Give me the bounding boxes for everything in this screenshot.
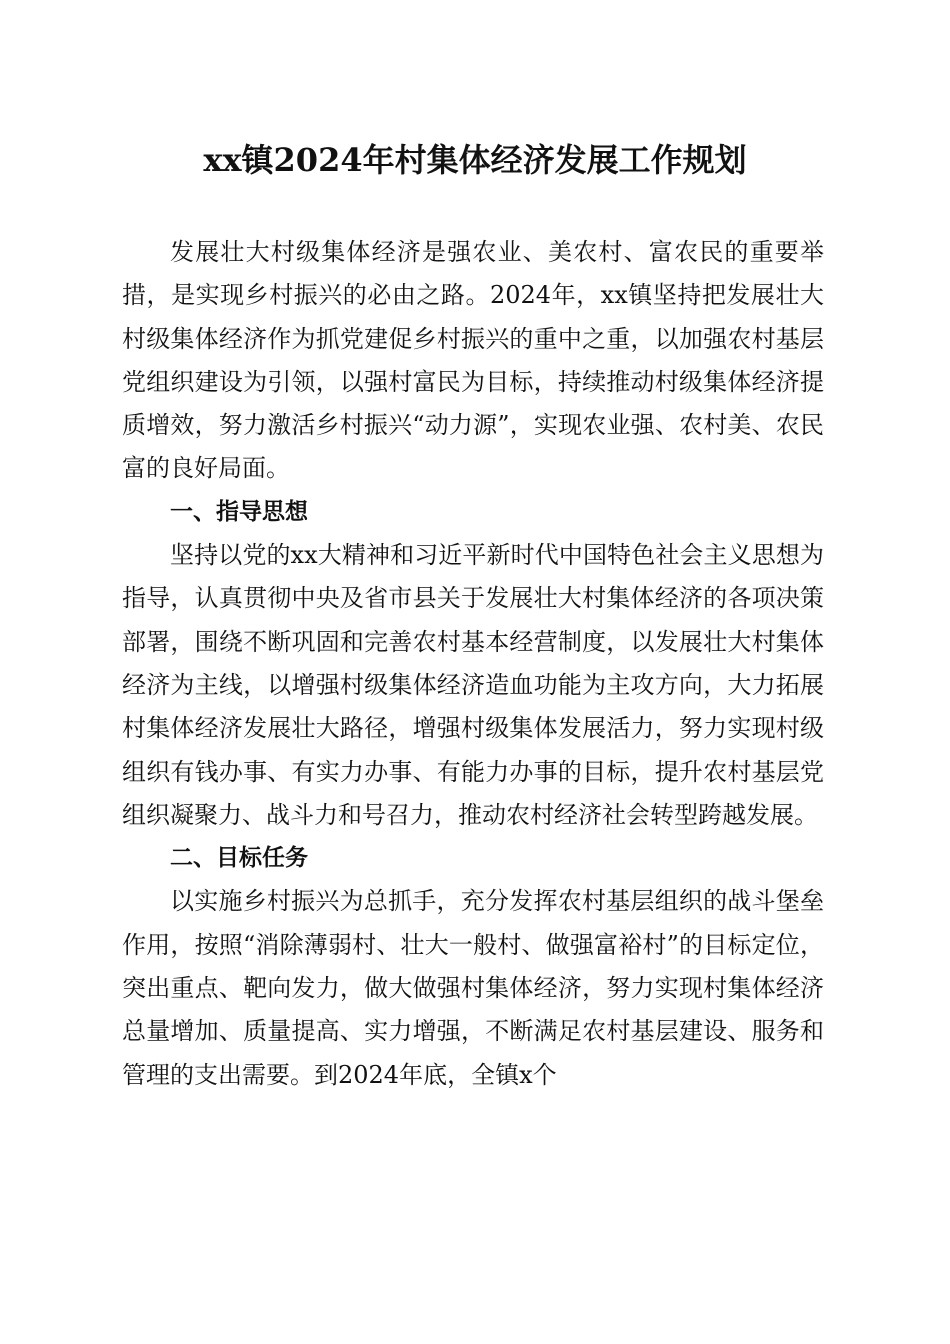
document-body: [122, 231, 824, 1097]
section-paragraph-goals-tasks: 以实施乡村振兴为总抓手，充分发挥农村基层组织的战斗堡垒作用，按照“消除薄弱村、壮大一般村、做强富裕村”的目标定位，突出重点、靶向发力，做大做强村集体经济，努力实现村集体经济总量增加、质量提高、实力增强，不断满足农村基层建设、服务和管理的支出需要。到2024年底，全镇x个: [122, 887, 824, 1089]
section-heading-goals-tasks: 二、目标任务: [170, 845, 308, 872]
document-title: xx镇2024年村集体经济发展工作规划: [203, 141, 747, 179]
section-heading-guiding-ideology: 一、指导思想: [170, 498, 308, 525]
section-paragraph-guiding-ideology: 坚持以党的xx大精神和习近平新时代中国特色社会主义思想为指导，认真贯彻中央及省市县关于发展壮大村集体经济的各项决策部署，围绕不断巩固和完善农村基本经营制度，以发展壮大村集体经济为主线，以增强村级集体经济造血功能为主攻方向，大力拓展村集体经济发展壮大路径，增强村级集体发展活力，努力实现村级组织有钱办事、有实力办事、有能力办事的目标，提升农村基层党组织凝聚力、战斗力和号召力，推动农村经济社会转型跨越发展。: [122, 541, 824, 829]
intro-paragraph: 发展壮大村级集体经济是强农业、美农村、富农民的重要举措，是实现乡村振兴的必由之路。2024年，xx镇坚持把发展壮大村级集体经济作为抓党建促乡村振兴的重中之重，以加强农村基层党组织建设为引领，以强村富民为目标，持续推动村级集体经济提质增效，努力激活乡村振兴“动力源”，实现农业强、农村美、农民富的良好局面。: [122, 238, 824, 483]
